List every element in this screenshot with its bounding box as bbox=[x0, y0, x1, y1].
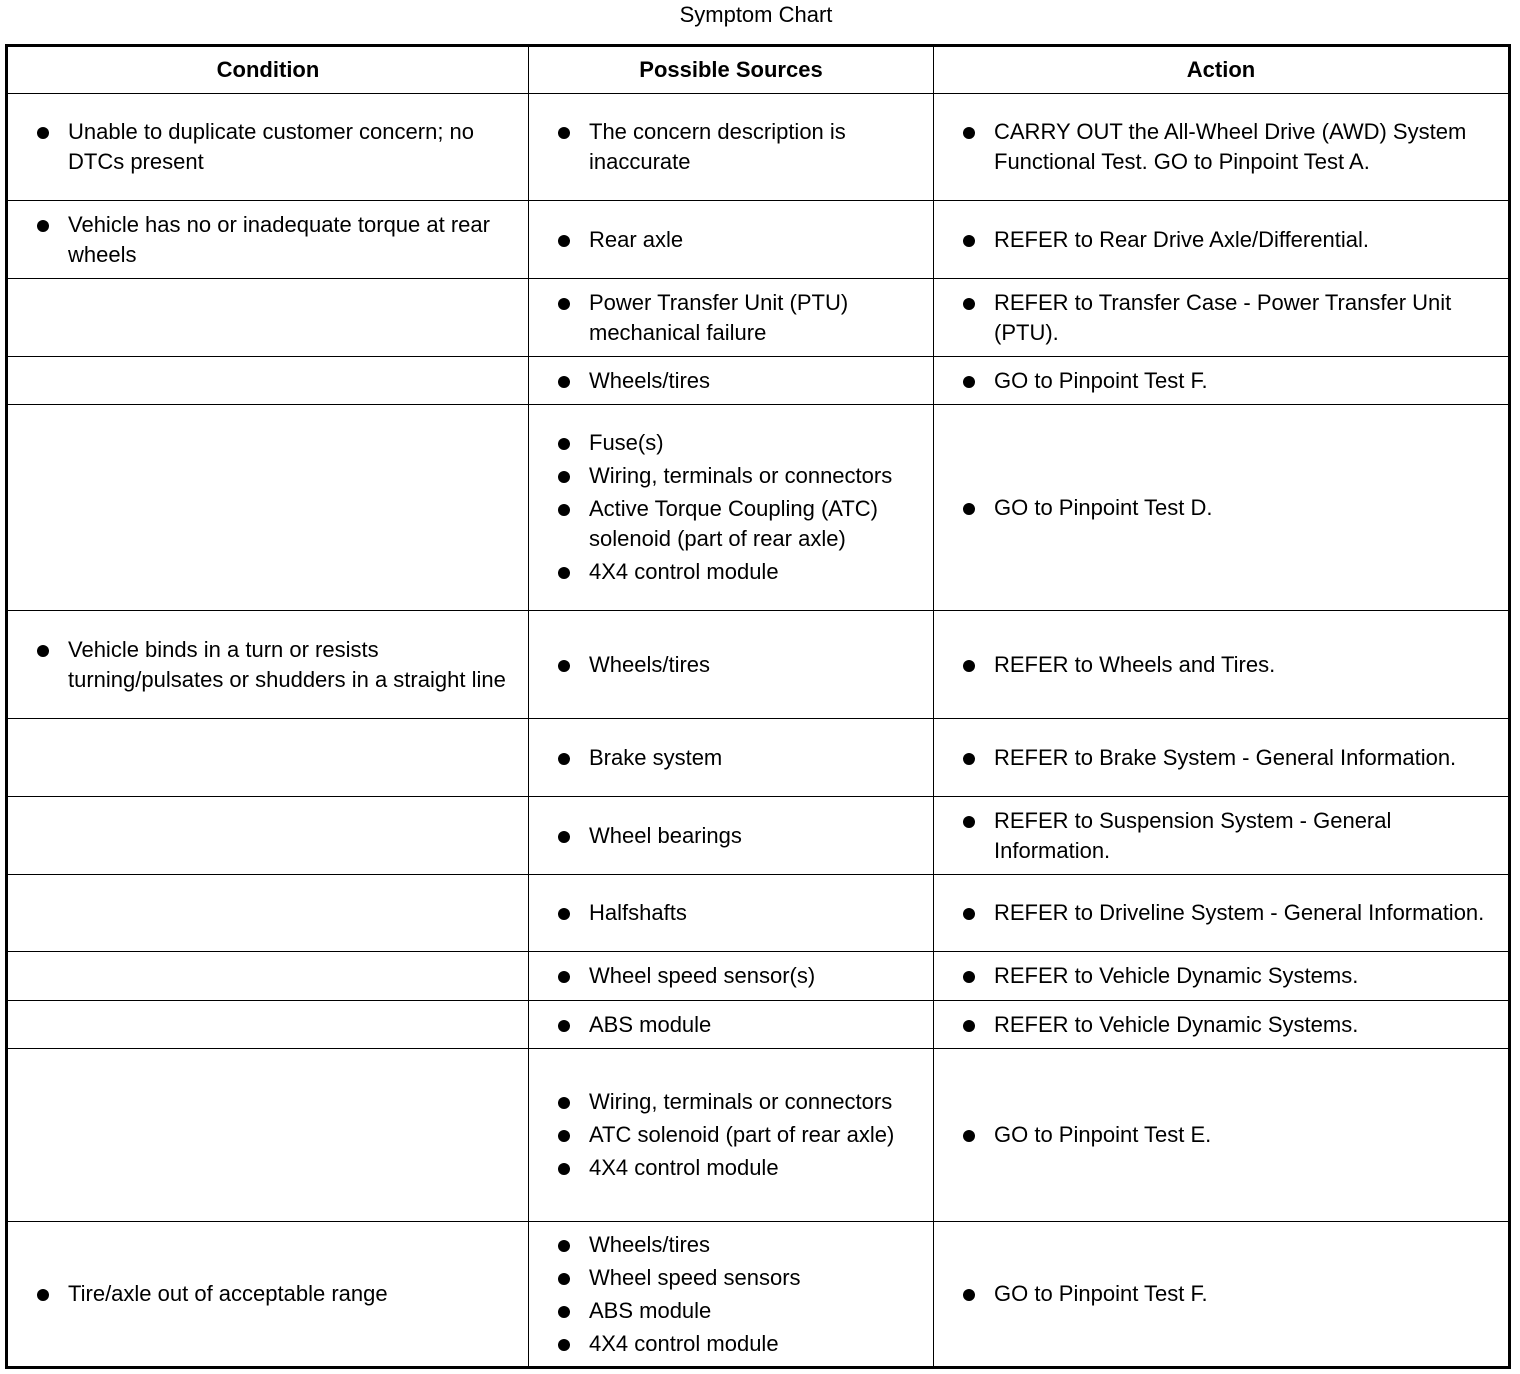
condition-cell bbox=[7, 357, 529, 405]
condition-cell bbox=[7, 719, 529, 797]
bullet-list bbox=[557, 1087, 923, 1183]
bullet-list bbox=[557, 821, 923, 851]
condition-cell bbox=[7, 1049, 529, 1222]
bullet-list bbox=[962, 1120, 1498, 1150]
condition-cell bbox=[7, 952, 529, 1001]
list-item: 4X4 control module bbox=[557, 1329, 923, 1359]
list-item: Unable to duplicate customer concern; no DTCs present bbox=[36, 117, 518, 177]
action-cell bbox=[934, 719, 1510, 797]
bullet-list bbox=[557, 898, 923, 928]
bullet-list bbox=[557, 743, 923, 773]
bullet-list bbox=[36, 117, 518, 177]
list-item: Active Torque Coupling (ATC) solenoid (part of rear axle) bbox=[557, 494, 923, 554]
table-row bbox=[7, 719, 1510, 797]
table-row bbox=[7, 357, 1510, 405]
action-cell bbox=[934, 94, 1510, 201]
bullet-list bbox=[962, 493, 1498, 523]
bullet-list bbox=[962, 898, 1498, 928]
condition-cell bbox=[7, 201, 529, 279]
table-row bbox=[7, 201, 1510, 279]
list-item: ABS module bbox=[557, 1010, 923, 1040]
table-row bbox=[7, 405, 1510, 611]
bullet-list bbox=[557, 225, 923, 255]
list-item: Wheels/tires bbox=[557, 650, 923, 680]
possible-sources-cell bbox=[529, 94, 934, 201]
list-item: Vehicle binds in a turn or resists turning/pulsates or shudders in a straight line bbox=[36, 635, 518, 695]
action-cell bbox=[934, 1222, 1510, 1368]
list-item: Brake system bbox=[557, 743, 923, 773]
possible-sources-cell bbox=[529, 875, 934, 952]
list-item: REFER to Suspension System - General Information. bbox=[962, 806, 1498, 866]
table-row bbox=[7, 875, 1510, 952]
possible-sources-cell bbox=[529, 719, 934, 797]
list-item: Fuse(s) bbox=[557, 428, 923, 458]
list-item: Wheel bearings bbox=[557, 821, 923, 851]
condition-cell bbox=[7, 405, 529, 611]
list-item: Power Transfer Unit (PTU) mechanical failure bbox=[557, 288, 923, 348]
action-cell bbox=[934, 279, 1510, 357]
action-cell bbox=[934, 611, 1510, 719]
action-cell bbox=[934, 1049, 1510, 1222]
bullet-list bbox=[962, 961, 1498, 991]
list-item: GO to Pinpoint Test D. bbox=[962, 493, 1498, 523]
possible-sources-cell bbox=[529, 952, 934, 1001]
list-item: GO to Pinpoint Test F. bbox=[962, 366, 1498, 396]
list-item: REFER to Transfer Case - Power Transfer Unit (PTU). bbox=[962, 288, 1498, 348]
bullet-list bbox=[36, 1279, 518, 1309]
list-item: REFER to Driveline System - General Information. bbox=[962, 898, 1498, 928]
table-row bbox=[7, 611, 1510, 719]
bullet-list bbox=[962, 288, 1498, 348]
possible-sources-cell bbox=[529, 357, 934, 405]
table-row bbox=[7, 797, 1510, 875]
list-item: REFER to Wheels and Tires. bbox=[962, 650, 1498, 680]
list-item: Wiring, terminals or connectors bbox=[557, 461, 923, 491]
list-item: REFER to Rear Drive Axle/Differential. bbox=[962, 225, 1498, 255]
list-item: 4X4 control module bbox=[557, 557, 923, 587]
possible-sources-cell bbox=[529, 1049, 934, 1222]
condition-cell bbox=[7, 797, 529, 875]
header-action: Action bbox=[934, 46, 1510, 94]
list-item: REFER to Vehicle Dynamic Systems. bbox=[962, 961, 1498, 991]
list-item: GO to Pinpoint Test E. bbox=[962, 1120, 1498, 1150]
bullet-list bbox=[962, 117, 1498, 177]
list-item: Wheels/tires bbox=[557, 366, 923, 396]
bullet-list bbox=[962, 743, 1498, 773]
document-title: Symptom Chart bbox=[679, 2, 833, 27]
list-item: Wiring, terminals or connectors bbox=[557, 1087, 923, 1117]
bullet-list bbox=[962, 650, 1498, 680]
possible-sources-cell bbox=[529, 1001, 934, 1049]
bullet-list bbox=[962, 1010, 1498, 1040]
action-cell bbox=[934, 405, 1510, 611]
list-item: Wheel speed sensors bbox=[557, 1263, 923, 1293]
possible-sources-cell bbox=[529, 405, 934, 611]
list-item: Vehicle has no or inadequate torque at rear wheels bbox=[36, 210, 518, 270]
list-item: Tire/axle out of acceptable range bbox=[36, 1279, 518, 1309]
action-cell bbox=[934, 357, 1510, 405]
list-item: The concern description is inaccurate bbox=[557, 117, 923, 177]
action-cell bbox=[934, 201, 1510, 279]
list-item: CARRY OUT the All-Wheel Drive (AWD) System Functional Test. GO to Pinpoint Test A. bbox=[962, 117, 1498, 177]
bullet-list bbox=[557, 1010, 923, 1040]
bullet-list bbox=[557, 117, 923, 177]
header-row bbox=[7, 46, 1510, 94]
possible-sources-cell bbox=[529, 1222, 934, 1368]
action-cell bbox=[934, 1001, 1510, 1049]
table-row bbox=[7, 1222, 1510, 1368]
possible-sources-cell bbox=[529, 797, 934, 875]
condition-cell bbox=[7, 94, 529, 201]
bullet-list bbox=[36, 210, 518, 270]
table-row bbox=[7, 279, 1510, 357]
bullet-list bbox=[557, 1230, 923, 1359]
condition-cell bbox=[7, 875, 529, 952]
bullet-list bbox=[557, 428, 923, 587]
condition-cell bbox=[7, 1001, 529, 1049]
possible-sources-cell bbox=[529, 611, 934, 719]
list-item: Wheels/tires bbox=[557, 1230, 923, 1260]
action-cell bbox=[934, 797, 1510, 875]
list-item: GO to Pinpoint Test F. bbox=[962, 1279, 1498, 1309]
condition-cell bbox=[7, 1222, 529, 1368]
bullet-list bbox=[557, 288, 923, 348]
bullet-list bbox=[962, 225, 1498, 255]
possible-sources-cell bbox=[529, 279, 934, 357]
header-possible-sources: Possible Sources bbox=[529, 46, 934, 94]
table-row bbox=[7, 94, 1510, 201]
condition-cell bbox=[7, 279, 529, 357]
list-item: REFER to Brake System - General Information. bbox=[962, 743, 1498, 773]
list-item: Rear axle bbox=[557, 225, 923, 255]
bullet-list bbox=[557, 650, 923, 680]
table-row bbox=[7, 1049, 1510, 1222]
condition-cell bbox=[7, 611, 529, 719]
list-item: REFER to Vehicle Dynamic Systems. bbox=[962, 1010, 1498, 1040]
possible-sources-cell bbox=[529, 201, 934, 279]
list-item: Halfshafts bbox=[557, 898, 923, 928]
table-row bbox=[7, 1001, 1510, 1049]
table-row bbox=[7, 952, 1510, 1001]
action-cell bbox=[934, 952, 1510, 1001]
list-item: Wheel speed sensor(s) bbox=[557, 961, 923, 991]
bullet-list bbox=[557, 961, 923, 991]
list-item: ABS module bbox=[557, 1296, 923, 1326]
symptom-chart-table bbox=[5, 44, 1511, 1369]
bullet-list bbox=[557, 366, 923, 396]
list-item: ATC solenoid (part of rear axle) bbox=[557, 1120, 923, 1150]
bullet-list bbox=[962, 1279, 1498, 1309]
list-item: 4X4 control module bbox=[557, 1153, 923, 1183]
action-cell bbox=[934, 875, 1510, 952]
bullet-list bbox=[36, 635, 518, 695]
bullet-list bbox=[962, 806, 1498, 866]
header-condition: Condition bbox=[7, 46, 529, 94]
bullet-list bbox=[962, 366, 1498, 396]
